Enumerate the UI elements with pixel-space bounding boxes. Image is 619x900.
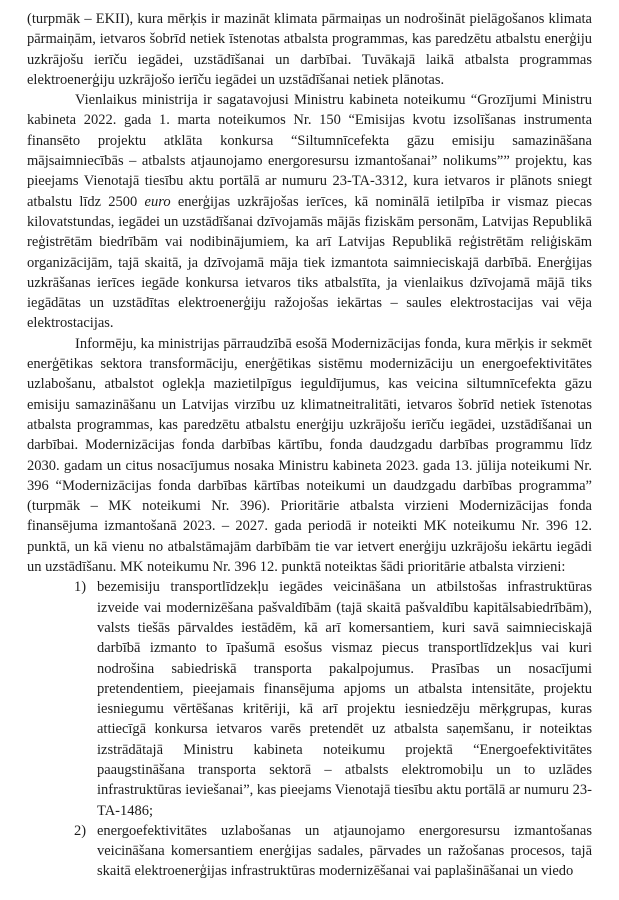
paragraph-text-segment: enerģijas uzkrājošas ierīces, kā nominālā ietilpība ir vismaz piecas kilovatstundas, iegādei un uzstādīšanai dzīvojamās mājās fiziskām personām, Latvijas Republikā reģistrētām biedrībām vai nodibinājumiem, ka arī Latvijas Republikā reģistrētām reliģiskām organizācijām, tajā skaitā, ja dzīvojamā māja tiek izmantota saimnieciskajā darbībā. Enerģijas uzkrāšanas ierīces iegāde konkursa ietvaros tiks atbalstīta, ja vienlaikus dzīvojamā mājā tiks iegādātas un uzstādītas elektroenerģiju ražojošas iekārtas – saules elektrostacijas vai vēja elektrostacijas. [27,193,593,332]
list-item-2-marker: 2) [74,822,87,839]
list-item-1 [27,577,592,821]
paragraph-text-segment: Vienlaikus ministrija ir sagatavojusi Ministru kabineta noteikumu “Grozījumi Ministru kabineta 2022. gada 1. marta noteikumos Nr. 150 “Emisijas kvotu izsolīšanas instrumenta finansēto projektu atklāta konkursa “Siltumnīcefekta gāzu emisiju samazināšana mājsaimniecībās – atbalsts atjaunojamo energoresursu izmantošanai” nolikums”” projektu, kas pieejams Vienotajā tiesību aktu portālā ar numuru 23-TA-3312, kura ietvaros ir plānots sniegt atbalstu līdz 2500 [27,92,592,210]
list-item-2-text: energoefektivitātes uzlabošanas un atjaunojamo energoresursu izmantošanas veicināšana komersantiem enerģijas sadales, pārvades un ražošanas procesos, tajā skaitā elektroenerģijas infrastruktūras modernizēšanai vai paplašināšanai un viedo [97,822,592,880]
paragraph-modernizacijas-fonds: Informēju, ka ministrijas pārraudzībā esošā Modernizācijas fonda, kura mērķis ir sekmēt enerģētikas sektora transformāciju, enerģētikas sistēmu modernizāciju un energoefektivitātes uzlabošanu, atbalstot oglekļa mazietilpīgus ieguldījumus, kas veicina siltumnīcefekta gāzu emisiju samazināšanu un Latvijas virzību uz klimatneitralitāti, ietvaros šobrīd netiek īstenotas atbalsta programmas, kas paredzētu atbalstu enerģiju uzkrājošu ierīču iegādei, uzstādīšanai un darbībai. Modernizācijas fonda darbības kārtību, fonda daudzgadu darbības programmu līdz 2030. gadam un citus nosacījumus nosaka Ministru kabineta 2023. gada 13. jūlija noteikumi Nr. 396 “Modernizācijas fonda darbības kārtības noteikumi un daudzgadu darbības programma” (turpmāk – MK noteikumi Nr. 396). Prioritārie atbalsta virzieni Modernizācijas fonda finansējuma izmantošanā 2023. – 2027. gada periodā ir noteikti MK noteikumu Nr. 396 12. punktā, un kā vienu no atbalstāmajām darbībām tie var ietvert enerģiju uzkrājošu iekārtu iegādi un uzstādīšanu. MK noteikumu Nr. 396 12. punktā noteiktas šādi prioritārie atbalsta virzieni: [27,335,592,576]
list-item-1-text: bezemisiju transportlīdzekļu iegādes veicināšana un atbilstošas infrastruktūras izveide vai modernizēšana pašvaldībām (tajā skaitā pašvaldību kapitālsabiedrībām), valsts tiešās pārvaldes iestādēm, kā arī komersantiem, kuri savā saimnieciskajā darbībā izmanto to īpašumā esošus vismaz piecus transportlīdzekļus vai kuri nodrošina sabiedriskā transporta pakalpojumus. Prasības un nosacījumi pretendentiem, pieejamais finansējuma apjoms un atbalsta intensitāte, projektu iesniegumu vērtēšanas kritēriji, kā arī projektu iesniedzēju mērķgrupas, kuras attiecīgā konkursa ietvaros varēs pretendēt uz atbalsta saņemšanu, ir noteiktas izstrādātajā Ministru kabineta noteikumu projektā “Energoefektivitātes paaugstināšana transporta sektorā – atbalsts elektromobiļu un to uzlādes infrastruktūras ieviešanai”, kas pieejams Vienotajā tiesību aktu portālā ar numuru 23-TA-1486; [97,579,592,819]
priority-directions-list [27,577,592,881]
list-item-2 [27,821,592,882]
paragraph-grozijumi-noteikumos [27,90,592,334]
italic-euro-term: euro [144,193,171,210]
list-item-1-marker: 1) [74,579,87,596]
paragraph-ekii-continuation: (turpmāk – EKII), kura mērķis ir mazināt klimata pārmaiņas un nodrošināt pielāgošanos klimata pārmaiņām, ietvaros šobrīd netiek īstenotas atbalsta programmas, kas paredzētu atbalstu enerģiju uzkrājošu ierīču iegādei, uzstādīšanai un darbībai. Tuvākajā laikā atbalsta programmas elektroenerģiju uzkrājošo ierīču iegādei un uzstādīšanai netiek plānotas. [27,11,592,88]
